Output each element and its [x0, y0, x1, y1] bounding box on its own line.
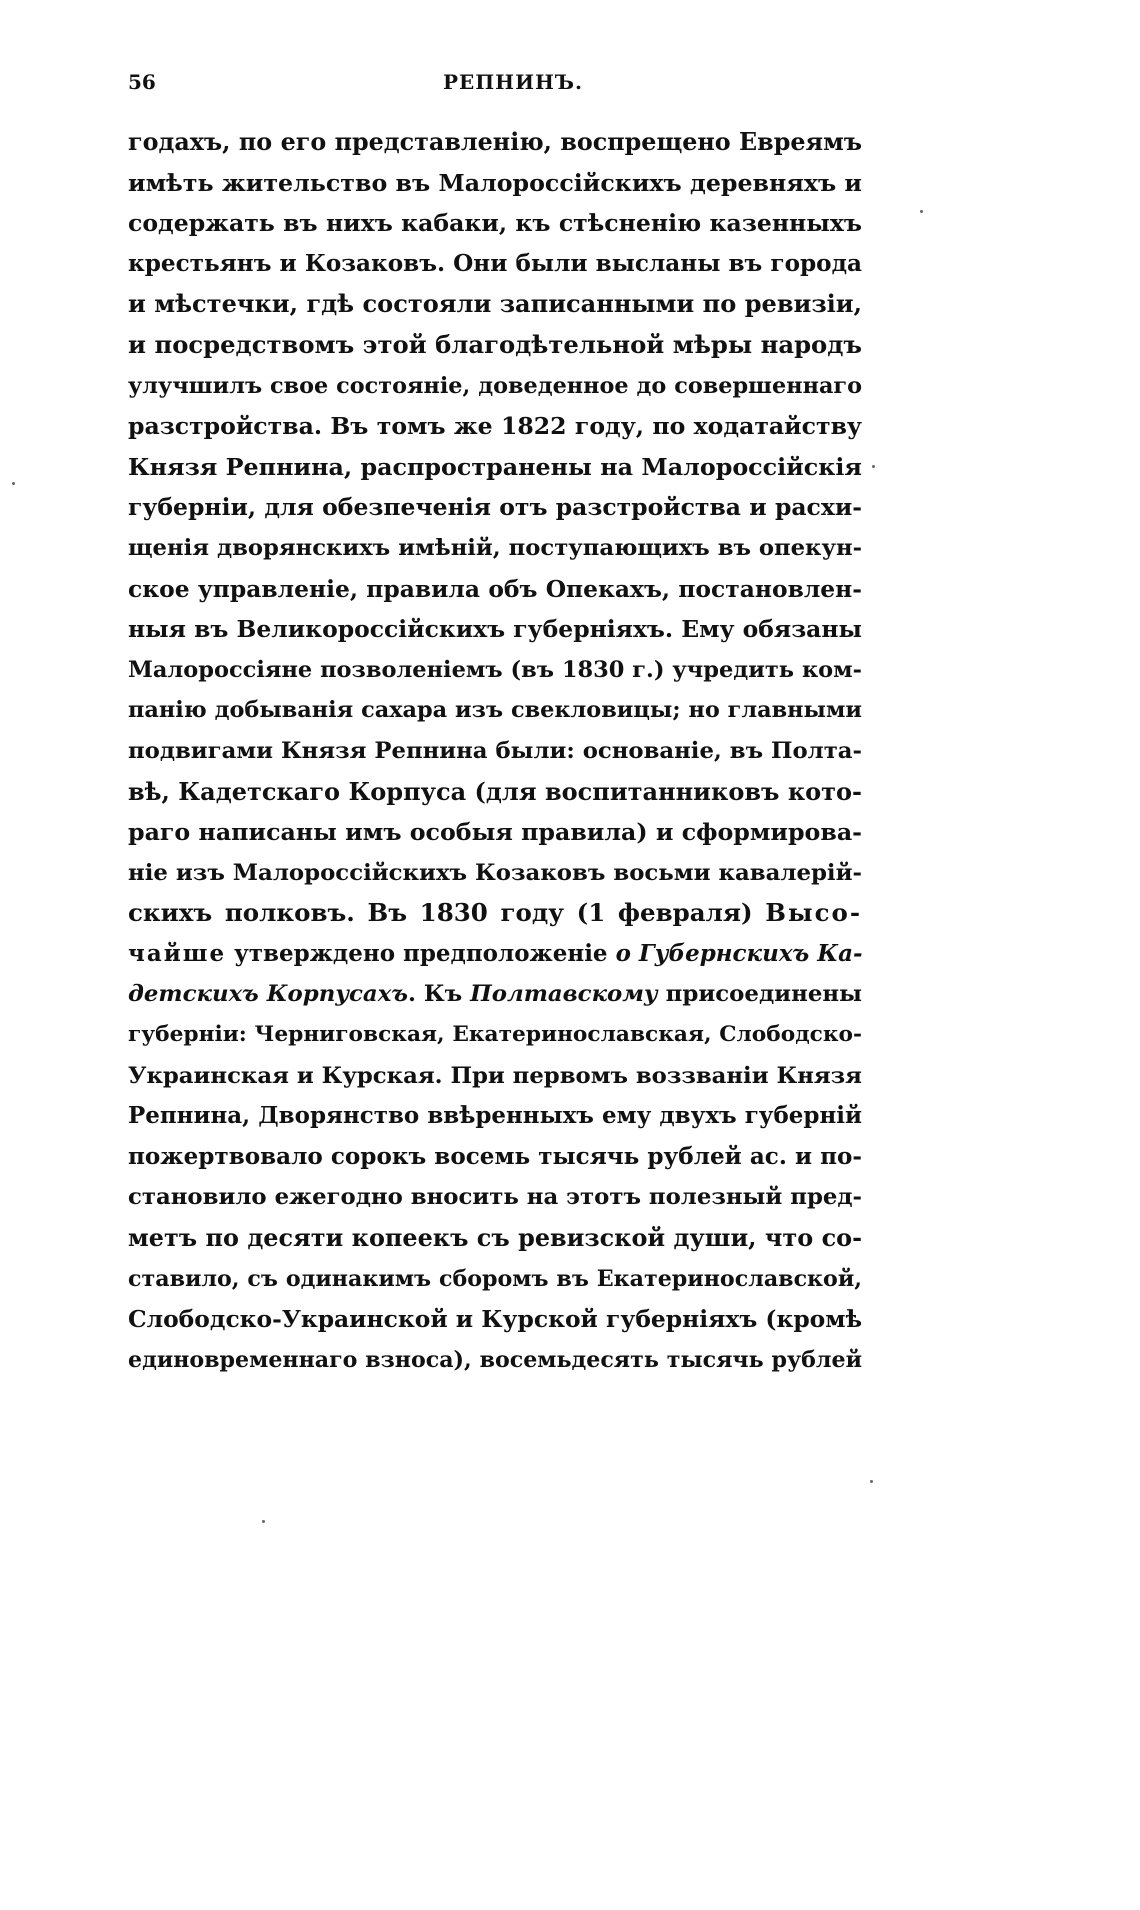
- scan-speck: [870, 1480, 873, 1483]
- text-line: метъ по десяти копеекъ съ ревизской души, что со-: [128, 1224, 862, 1253]
- text-line: чайше утверждено предположеніе о Губернскихъ Ка-: [128, 939, 863, 967]
- text-line: имѣть жительство въ Малороссійскихъ деревняхъ и: [128, 168, 862, 197]
- text-line: Князя Репнина, распространены на Малороссійскія: [128, 452, 862, 481]
- text-line: становило ежегодно вносить на этотъ полезный пред-: [128, 1184, 862, 1211]
- text-line: годахъ, по его представленію, воспрещено Евреямъ: [128, 128, 862, 156]
- running-head: РЕПНИНЪ.: [443, 70, 583, 94]
- text-line: Репнина, Дворянство ввѣренныхъ ему двухъ губерній: [128, 1102, 862, 1130]
- text-line: губерніи: Черниговская, Екатеринославская, Слободско-: [128, 1022, 862, 1048]
- scan-speck: [262, 1520, 265, 1523]
- text-line: содержать въ нихъ кабаки, къ стѣсненію казенныхъ: [128, 209, 862, 238]
- spaced-word: Высо-: [765, 898, 862, 928]
- text-line: скихъ полковъ. Въ 1830 году (1 февраля) Высо-: [128, 898, 862, 928]
- text-line: вѣ, Кадетскаго Корпуса (для воспитанниковъ кото-: [128, 776, 862, 806]
- text-line: ставило, съ одинакимъ сборомъ въ Екатеринославской,: [128, 1265, 862, 1292]
- text-line: губерніи, для обезпеченія отъ разстройства и расхи-: [128, 493, 862, 522]
- text-line: единовременнаго взноса), восемьдесять тысячь рублей: [128, 1346, 862, 1373]
- text-line: улучшилъ свое состояніе, доведенное до совершеннаго: [128, 372, 862, 399]
- text-line: ское управленіе, правила объ Опекахъ, постановлен-: [128, 574, 862, 603]
- text-line: Украинская и Курская. При первомъ воззваніи Князя: [128, 1062, 862, 1089]
- text-line: панію добыванія сахара изъ свекловицы; но главными: [128, 697, 862, 724]
- italic-phrase: Полтавскому: [470, 981, 658, 1008]
- text-line: крестьянъ и Козаковъ. Они были высланы въ города: [128, 249, 862, 277]
- text-line: Малороссіяне позволеніемъ (въ 1830 г.) учредить ком-: [128, 656, 862, 683]
- italic-phrase: детскихъ Корпусахъ: [128, 981, 408, 1008]
- scan-speck: [12, 482, 15, 485]
- text-line: Слободско-Украинской и Курской губерніяхъ (кромѣ: [128, 1305, 863, 1334]
- page-header: [128, 70, 858, 102]
- page-number: 56: [128, 70, 156, 94]
- scan-speck: [920, 210, 923, 213]
- text-line: пожертвовало сорокъ восемь тысячь рублей ас. и по-: [128, 1142, 862, 1170]
- text-line: детскихъ Корпусахъ. Къ Полтавскому присоединены: [128, 981, 862, 1008]
- body-text: [128, 122, 862, 1380]
- text-line: разстройства. Въ томъ же 1822 году, по ходатайству: [128, 412, 862, 441]
- text-line: щенія дворянскихъ имѣній, поступающихъ въ опекун-: [128, 534, 862, 561]
- text-line: раго написаны имъ особыя правила) и сформирова-: [128, 818, 862, 847]
- text-line: и посредствомъ этой благодѣтельной мѣры народъ: [128, 329, 862, 359]
- text-line: ныя въ Великороссійскихъ губерніяхъ. Ему обязаны: [128, 615, 862, 644]
- text-line: и мѣстечки, гдѣ состояли записанными по ревизіи,: [128, 289, 862, 319]
- text-line: подвигами Князя Репнина были: основаніе, въ Полта-: [128, 737, 862, 764]
- italic-phrase: о Губернскихъ Ка-: [615, 939, 863, 967]
- scan-speck: [872, 465, 875, 468]
- spaced-word: чайше: [128, 939, 227, 967]
- text-line: ніе изъ Малороссійскихъ Козаковъ восьми кавалерій-: [128, 859, 862, 886]
